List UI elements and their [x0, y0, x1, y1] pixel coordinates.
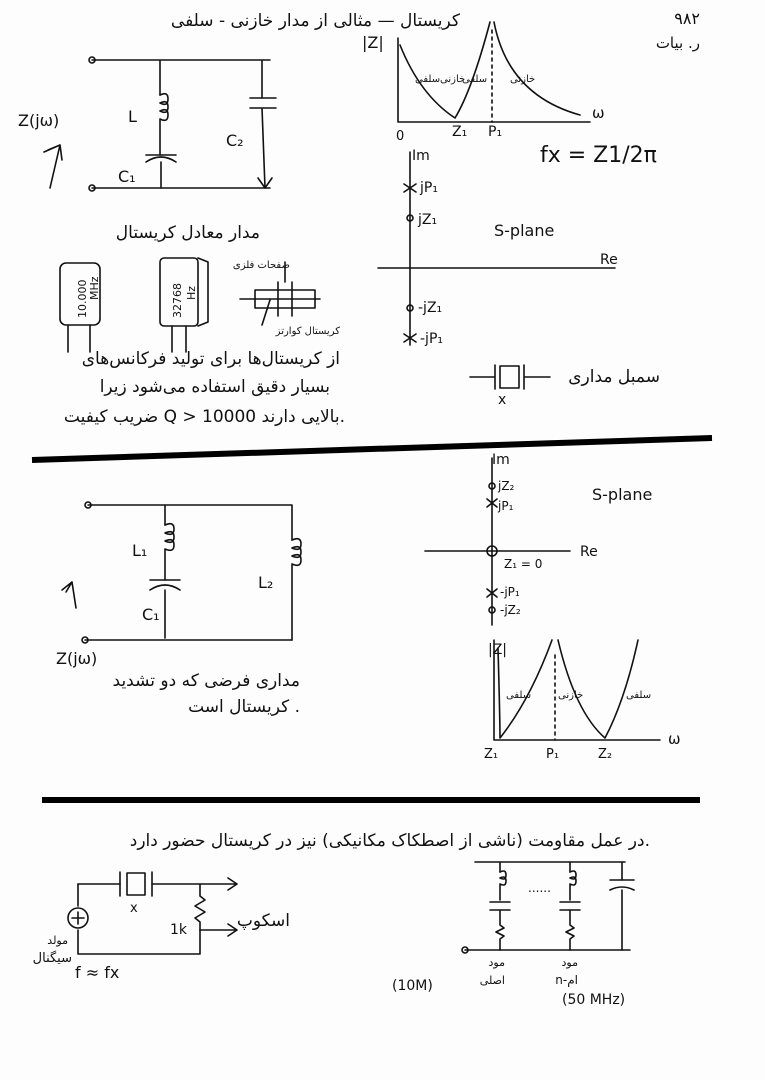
resonance-formula: fx = Z1/2π: [540, 143, 657, 168]
plot2-region-3: سلفی: [626, 690, 652, 701]
crystal-modes-circuit: [462, 862, 634, 953]
plot1-region-3: سلفی: [462, 74, 488, 85]
plot2-xlabel: ω: [668, 730, 681, 748]
fundamental-mode-label-1: مود: [488, 956, 505, 969]
plot2-ylabel: |Z|: [488, 642, 508, 658]
cap-label-C1-2: C₁: [142, 605, 160, 624]
plates-label: صفحات فلزی: [232, 260, 290, 271]
plot1-origin: 0: [396, 129, 405, 144]
nth-mode-label-1: مود: [561, 956, 578, 969]
source-label-2: سیگنال: [32, 951, 72, 966]
plot2-tick-z1: Z₁: [484, 747, 499, 762]
fundamental-mode-freq: (10M): [392, 978, 433, 994]
circuit2-caption-2: کریستال است .: [188, 697, 300, 717]
modes-ellipsis: ......: [528, 881, 551, 895]
splane2-zero-z1: Z₁ = 0: [504, 557, 543, 571]
crystal-marker-test: x: [130, 901, 138, 916]
plot2-region-1: سلفی: [506, 690, 532, 701]
impedance-label-2: Z(jω): [56, 649, 98, 668]
note-line-3: ضریب کیفیت Q > 10000 بالایی دارند.: [63, 407, 345, 427]
impedance-label-1: Z(jω): [18, 111, 60, 130]
source-label-1: مولد: [47, 934, 68, 947]
section3-heading: در عمل مقاومت (ناشی از اصطکاک مکانیکی) نیز در کریستال حضور دارد.: [129, 831, 650, 851]
cap-label-C2: C₂: [226, 131, 244, 150]
plot1-region-1: سلفی: [415, 74, 441, 85]
note-line-2: بسیار دقیق استفاده می‌شود زیرا: [99, 377, 330, 397]
cap-label-C1: C₁: [118, 167, 136, 186]
plot1-ylabel: |Z|: [362, 33, 384, 52]
splane1-zero-neg-jz1: -jZ₁: [418, 300, 443, 316]
plot2-tick-p1: P₁: [546, 747, 560, 762]
note-line-1: از کریستال‌ها برای تولید فرکانس‌های: [81, 349, 340, 369]
page-number: ۹۸۲: [674, 9, 700, 28]
nth-mode-label-2: n-ام: [555, 973, 578, 987]
inductor-label-L: L: [128, 107, 137, 126]
svg-text:Hz: Hz: [185, 285, 198, 300]
plot1-xlabel: ω: [592, 104, 605, 122]
plot1-tick-z1: Z₁: [452, 124, 468, 140]
nth-mode-freq: (50 MHz): [562, 992, 626, 1008]
equivalent-circuit-1: [44, 57, 276, 191]
splane1-title: S-plane: [494, 221, 555, 240]
quartz-label: کریستال کوارتز: [275, 326, 340, 337]
splane1-re: Re: [600, 252, 618, 268]
fundamental-mode-label-2: اصلی: [479, 974, 505, 987]
inductor-label-L1: L₁: [132, 541, 148, 560]
splane2-zero-jz2: jZ₂: [498, 479, 515, 493]
splane2-re: Re: [580, 544, 598, 560]
splane2-pole-neg-jp1: -jP₁: [500, 585, 520, 599]
svg-text:10.000: 10.000: [76, 279, 89, 318]
splane1-im: Im: [412, 148, 430, 164]
splane2-zero-neg-jz2: -jZ₂: [500, 603, 521, 617]
splane1-zero-jz1: jZ₁: [418, 212, 438, 228]
circuit-caption-1: مدار معادل کریستال: [115, 223, 260, 243]
plot1-region-4: خازنی: [510, 74, 536, 85]
test-circuit: [68, 872, 237, 954]
resistor-label-1k: 1k: [170, 922, 188, 938]
author-name: ر. بیات: [655, 34, 700, 52]
crystal-package-32768hz: [160, 258, 208, 352]
crystal-circuit-symbol: [470, 365, 550, 389]
source-freq-label: f ≈ fx: [75, 963, 120, 982]
splane1-pole-jp1: jP₁: [420, 180, 438, 196]
section-divider-1: [32, 438, 712, 460]
plot1-region-2: خازنی: [440, 74, 466, 85]
page-title: کریستال — مثالی از مدار خازنی - سلفی: [170, 11, 460, 31]
splane2-title: S-plane: [592, 485, 653, 504]
s-plane-1: [378, 152, 615, 345]
crystal-symbol-label: سمبل مداری: [568, 367, 660, 387]
crystal-symbol-marker: x: [498, 392, 507, 408]
svg-text:MHz: MHz: [88, 276, 101, 300]
splane2-pole-jp1: jP₁: [498, 499, 514, 513]
plot2-tick-z2: Z₂: [598, 747, 613, 762]
svg-text:32768: 32768: [171, 283, 184, 318]
scope-label: اسکوپ: [236, 911, 290, 931]
inductor-label-L2: L₂: [258, 573, 274, 592]
splane2-im: Im: [492, 452, 510, 468]
splane1-pole-neg-jp1: -jP₁: [420, 331, 443, 347]
crystal-electrode-sketch: [240, 262, 320, 325]
circuit2-caption-1: مداری فرضی که دو تشدید: [112, 671, 300, 691]
plot2-region-2: خازنی: [558, 690, 584, 701]
impedance-plot-1: [398, 22, 590, 122]
crystal-package-10mhz: [60, 263, 101, 352]
plot1-tick-p1: P₁: [488, 124, 503, 140]
